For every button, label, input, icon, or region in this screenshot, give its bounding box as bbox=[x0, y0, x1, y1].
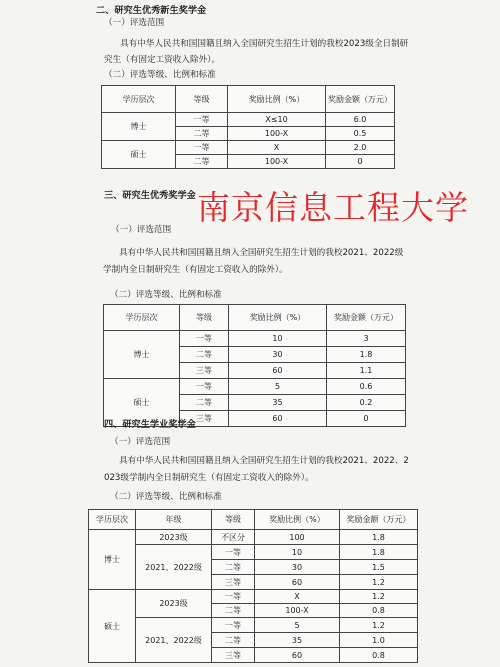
ratio-cell: 35 bbox=[255, 633, 340, 648]
amount-cell: 1.0 bbox=[340, 633, 418, 648]
section2-scope-heading: （一）评选范围 bbox=[104, 18, 165, 28]
amount-cell: 6.0 bbox=[326, 113, 395, 127]
ratio-cell: 60 bbox=[255, 648, 340, 663]
header-cell: 等级 bbox=[212, 510, 255, 530]
amount-cell: 3 bbox=[327, 331, 406, 347]
level-cell: 博士 bbox=[102, 113, 176, 141]
header-cell: 学历层次 bbox=[89, 510, 136, 530]
amount-cell: 2.0 bbox=[326, 141, 395, 155]
grade-cell: 一等 bbox=[212, 618, 255, 633]
amount-cell: 1.8 bbox=[340, 545, 418, 560]
amount-cell: 1.8 bbox=[327, 347, 406, 363]
grade-cell: 三等 bbox=[180, 363, 229, 379]
year-cell: 2021、2022级 bbox=[136, 545, 212, 590]
ratio-cell: X bbox=[255, 590, 340, 604]
ratio-cell: 5 bbox=[229, 379, 327, 395]
section3-grade-heading: （二）评选等级、比例和标准 bbox=[110, 290, 222, 300]
grade-cell: 一等 bbox=[180, 379, 229, 395]
ratio-cell: 100-X bbox=[228, 155, 326, 169]
level-cell: 硕士 bbox=[89, 590, 136, 663]
section4-title: 四、研究生学业奖学金 bbox=[104, 419, 196, 430]
header-cell: 奖励比例（%） bbox=[229, 305, 327, 331]
grade-cell: 二等 bbox=[212, 560, 255, 575]
ratio-cell: X≤10 bbox=[228, 113, 326, 127]
header-cell: 奖励比例（%） bbox=[255, 510, 340, 530]
section2-title: 二、研究生优秀新生奖学金 bbox=[96, 5, 207, 16]
amount-cell: 0.5 bbox=[326, 127, 395, 141]
grade-cell: 不区分 bbox=[212, 530, 255, 545]
header-cell: 学历层次 bbox=[102, 86, 176, 113]
amount-cell: 1.2 bbox=[340, 575, 418, 590]
header-cell: 等级 bbox=[180, 305, 229, 331]
section3-table bbox=[103, 304, 406, 427]
level-cell: 硕士 bbox=[102, 141, 176, 169]
year-cell: 2023级 bbox=[136, 590, 212, 618]
ratio-cell: 30 bbox=[255, 560, 340, 575]
grade-cell: 二等 bbox=[176, 127, 228, 141]
amount-cell: 0.2 bbox=[327, 395, 406, 411]
grade-cell: 二等 bbox=[180, 395, 229, 411]
amount-cell: 1.5 bbox=[340, 560, 418, 575]
grade-cell: 二等 bbox=[176, 155, 228, 169]
header-cell: 学历层次 bbox=[104, 305, 180, 331]
ratio-cell: 60 bbox=[229, 363, 327, 379]
amount-cell: 0 bbox=[327, 411, 406, 427]
amount-cell: 1.1 bbox=[327, 363, 406, 379]
year-cell: 2021、2022级 bbox=[136, 618, 212, 663]
level-cell: 硕士 bbox=[104, 379, 180, 427]
header-cell: 奖励金额（万元） bbox=[340, 510, 418, 530]
ratio-cell: 30 bbox=[229, 347, 327, 363]
grade-cell: 一等 bbox=[176, 113, 228, 127]
section3-scope-heading: （一）评选范围 bbox=[111, 225, 172, 235]
section3-title: 三、研究生优秀奖学金 bbox=[104, 190, 196, 201]
section4-scope-heading: （一）评选范围 bbox=[110, 437, 171, 447]
header-cell: 年级 bbox=[136, 510, 212, 530]
section4-scope-line1: 具有中华人民共和国国籍且纳入全国研究生招生计划的我校2021、2022、2 bbox=[119, 456, 409, 466]
amount-cell: 0 bbox=[326, 155, 395, 169]
grade-cell: 一等 bbox=[212, 590, 255, 604]
grade-cell: 一等 bbox=[176, 141, 228, 155]
year-cell: 2023级 bbox=[136, 530, 212, 545]
amount-cell: 1.2 bbox=[340, 618, 418, 633]
ratio-cell: X bbox=[228, 141, 326, 155]
amount-cell: 0.8 bbox=[340, 604, 418, 618]
grade-cell: 一等 bbox=[212, 545, 255, 560]
section2-scope-line1: 具有中华人民共和国国籍且纳入全国研究生招生计划的我校2023级全日制研 bbox=[120, 39, 409, 49]
header-cell: 奖励金额（万元） bbox=[326, 86, 395, 113]
ratio-cell: 100-X bbox=[255, 604, 340, 618]
header-cell: 等级 bbox=[176, 86, 228, 113]
section4-scope-line2: 023级学制内全日制研究生（有固定工资收入的除外）。 bbox=[104, 473, 314, 483]
header-cell: 奖励金额（万元） bbox=[327, 305, 406, 331]
ratio-cell: 35 bbox=[229, 395, 327, 411]
amount-cell: 0.6 bbox=[327, 379, 406, 395]
section3-scope-line2: 学制内全日制研究生（有固定工资收入的除外）。 bbox=[103, 265, 288, 275]
grade-cell: 一等 bbox=[180, 331, 229, 347]
grade-cell: 三等 bbox=[212, 648, 255, 663]
section2-table bbox=[101, 85, 395, 169]
grade-cell: 三等 bbox=[212, 575, 255, 590]
section2-scope-line2: 究生（有固定工资收入除外）。 bbox=[104, 55, 221, 65]
grade-cell: 二等 bbox=[212, 604, 255, 618]
level-cell: 博士 bbox=[89, 530, 136, 590]
section4-table bbox=[88, 509, 418, 663]
ratio-cell: 10 bbox=[229, 331, 327, 347]
header-cell: 奖励比例（%） bbox=[228, 86, 326, 113]
amount-cell: 1.2 bbox=[340, 590, 418, 604]
ratio-cell: 10 bbox=[255, 545, 340, 560]
ratio-cell: 60 bbox=[229, 411, 327, 427]
grade-cell: 三等 bbox=[180, 411, 229, 427]
ratio-cell: 100-X bbox=[228, 127, 326, 141]
amount-cell: 0.8 bbox=[340, 648, 418, 663]
amount-cell: 1.8 bbox=[340, 530, 418, 545]
ratio-cell: 5 bbox=[255, 618, 340, 633]
university-watermark: 南京信息工程大学 bbox=[197, 188, 469, 227]
grade-cell: 二等 bbox=[180, 347, 229, 363]
section2-grade-heading: （二）评选等级、比例和标准 bbox=[104, 70, 216, 80]
ratio-cell: 60 bbox=[255, 575, 340, 590]
level-cell: 博士 bbox=[104, 331, 180, 379]
ratio-cell: 100 bbox=[255, 530, 340, 545]
section4-grade-heading: （二）评选等级、比例和标准 bbox=[110, 492, 222, 502]
section3-scope-line1: 具有中华人民共和国国籍且纳入全国研究生招生计划的我校2021、2022级 bbox=[119, 248, 404, 258]
grade-cell: 二等 bbox=[212, 633, 255, 648]
